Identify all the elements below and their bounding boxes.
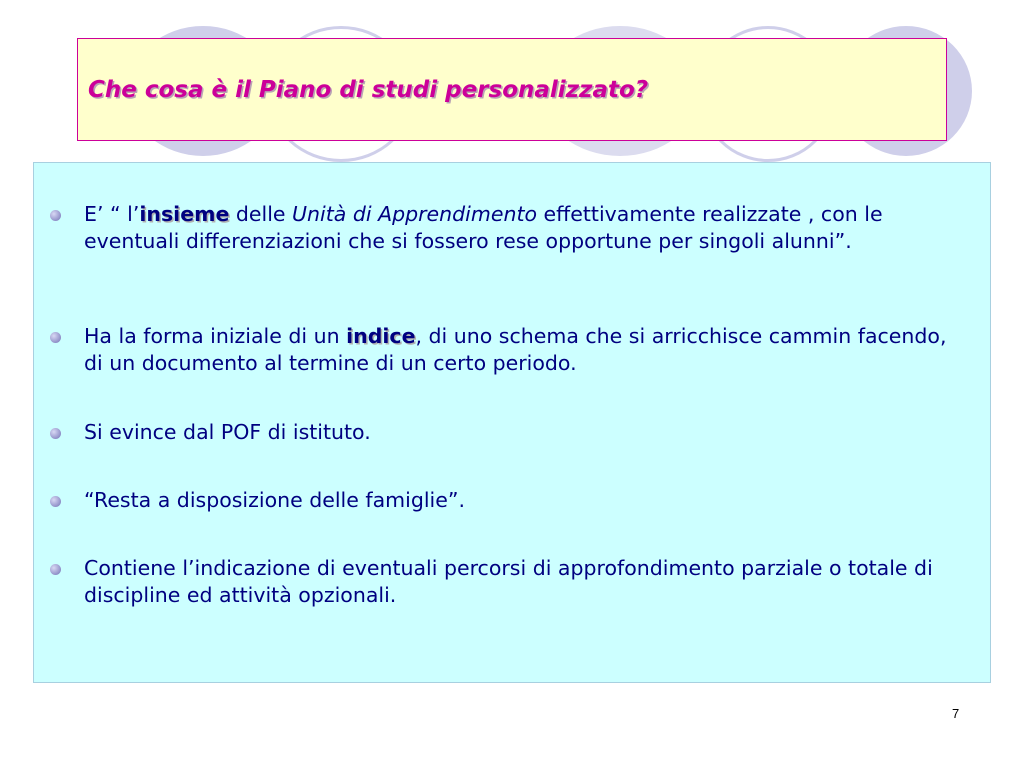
bullet-text-pre: E’ “ l’ bbox=[84, 202, 140, 226]
keyword-indice: indice bbox=[346, 324, 416, 348]
bullet-dot-icon bbox=[50, 332, 61, 343]
bullet-text bbox=[84, 201, 950, 255]
bullet-text bbox=[84, 323, 950, 377]
italic-term: Unità di Apprendimento bbox=[292, 202, 538, 226]
title-box bbox=[77, 38, 947, 141]
bullet-text-post: effettivamente realizzate , con le eventuali differenziazioni che si fossero rese opportune per singoli alunni”. bbox=[84, 202, 883, 253]
bullet-item bbox=[50, 555, 950, 609]
bullet-text: Si evince dal POF di istituto. bbox=[84, 420, 371, 444]
bullet-dot-icon bbox=[50, 428, 61, 439]
slide-title: Che cosa è il Piano di studi personalizzato? bbox=[88, 77, 649, 103]
bullet-text-post: , di uno schema che si arricchisce cammin facendo, di un documento al termine di un certo periodo. bbox=[84, 324, 947, 375]
bullet-dot-icon bbox=[50, 564, 61, 575]
bullet-text: “Resta a disposizione delle famiglie”. bbox=[84, 488, 465, 512]
bullet-item bbox=[50, 487, 950, 514]
keyword-insieme: insieme bbox=[139, 202, 230, 226]
bullet-text-pre: Ha la forma iniziale di un bbox=[84, 324, 347, 348]
bullet-dot-icon bbox=[50, 210, 61, 221]
bullet-item bbox=[50, 201, 950, 255]
bullet-item bbox=[50, 323, 950, 377]
bullet-text-mid: delle bbox=[229, 202, 293, 226]
bullet-text: Contiene l’indicazione di eventuali percorsi di approfondimento parziale o totale di discipline ed attività opzionali. bbox=[84, 556, 933, 607]
bullet-item bbox=[50, 419, 950, 446]
page-number: 7 bbox=[952, 706, 960, 721]
content-box bbox=[33, 162, 991, 683]
bullet-dot-icon bbox=[50, 496, 61, 507]
